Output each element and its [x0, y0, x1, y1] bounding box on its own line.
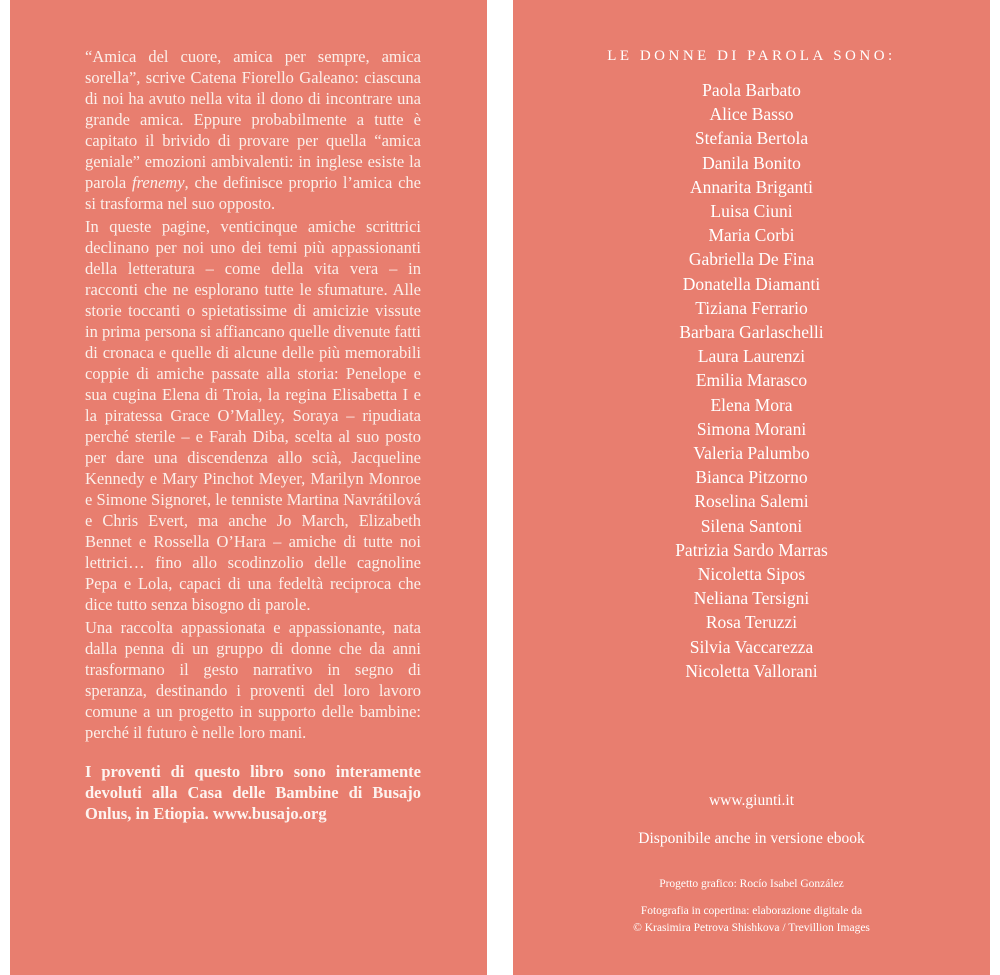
para1-text-before: “Amica del cuore, amica per sempre, amica sorella”, scrive Catena Fiorello Galeano: ciascuna di noi ha avuto nella vita il dono di incontrare una grande amica. Eppure probabilmente a tutte è capitato il brivido di provare per quella “amica geniale” emozioni ambivalenti: in inglese esiste la parola [85, 47, 421, 192]
author-name: Nicoletta Sipos [697, 564, 806, 585]
author-name: Stefania Bertola [694, 128, 809, 149]
author-name: Gabriella De Fina [688, 249, 815, 270]
author-name: Rosa Teruzzi [705, 612, 798, 633]
author-name: Danila Bonito [702, 152, 801, 173]
blurb-paragraph-2: In queste pagine, venticinque amiche scrittrici declinano per noi uno dei temi più appassionanti della letteratura – come della vita vera – in racconti che ne esplorano tutte le sfumature. Alle storie toccanti o spietatissime di amicizie vissute in prima persona si affiancano quelle divenute fatti di cronaca e quelle di alcune delle più memorabili coppie di amiche passate alla storia: Penelope e sua cugina Elena di Troia, la regina Elisabetta I e la piratessa Grace O’Malley, Soraya – ripudiata perché sterile – e Farah Diba, scelta al suo posto per dare una discendenza allo scià, Jacqueline Kennedy e Mary Pinchot Meyer, Marilyn Monroe e Simone Signoret, le tenniste Martina Navrátilová e Chris Evert, ma anche Jo March, Elizabeth Bennet e Rossella O’Hara – amiche di tutte noi lettrici… fino allo scodinzolio delle cagnoline Pepa e Lola, capaci di una fedeltà reciproca che dice tutto senza bisogno di parole. [85, 217, 421, 614]
author-name: Laura Laurenzi [697, 346, 806, 367]
blurb-paragraph-1 [85, 46, 421, 214]
author-name: Annarita Briganti [690, 176, 813, 197]
author-name: Elena Mora [710, 394, 793, 415]
publisher-website: www.giunti.it [708, 792, 795, 809]
author-name: Alice Basso [709, 104, 794, 125]
author-name: Roselina Salemi [694, 491, 809, 512]
para1-italic-word: frenemy [132, 173, 185, 192]
author-name: Silena Santoni [700, 515, 803, 536]
author-name: Neliana Tersigni [693, 588, 810, 609]
photo-credit [513, 903, 990, 937]
photo-credit-line-2: © Krasimira Petrova Shishkova / Trevillion Images [633, 922, 870, 934]
author-name: Donatella Diamanti [682, 273, 821, 294]
ebook-note: Disponibile anche in versione ebook [638, 830, 865, 847]
design-credit: Progetto grafico: Rocío Isabel González [659, 878, 844, 890]
author-name: Paola Barbato [702, 80, 801, 100]
left-flap [10, 0, 487, 975]
author-name: Luisa Ciuni [710, 201, 793, 222]
para1-text-after: , che definisce proprio l’amica che si trasforma nel suo opposto. [85, 173, 421, 213]
author-name: Maria Corbi [708, 225, 795, 246]
author-name: Bianca Pitzorno [695, 467, 808, 488]
author-name: Emilia Marasco [695, 370, 808, 391]
author-name: Tiziana Ferrario [695, 297, 808, 318]
authors-heading: LE DONNE DI PAROLA SONO: [607, 48, 896, 64]
author-name: Barbara Garlaschelli [679, 322, 824, 343]
blurb-paragraph-3: Una raccolta appassionata e appassionante, nata dalla penna di un gruppo di donne che da anni trasformano il gesto narrativo in segno di speranza, destinando i proventi del loro lavoro comune a un progetto in supporto delle bambine: perché il futuro è nelle loro mani. [85, 618, 421, 742]
author-name: Silvia Vaccarezza [689, 636, 814, 657]
author-name: Nicoletta Vallorani [685, 660, 818, 681]
author-name: Valeria Palumbo [693, 443, 810, 464]
blurb-text [85, 46, 421, 824]
authors-list [513, 78, 990, 683]
proceeds-note: I proventi di questo libro sono interamente devoluti alla Casa delle Bambine di Busajo Onlus, in Etiopia. www.busajo.org [85, 762, 421, 823]
author-name: Simona Morani [696, 418, 807, 439]
right-flap [513, 0, 990, 975]
photo-credit-line-1: Fotografia in copertina: elaborazione digitale da [640, 905, 863, 917]
author-name: Patrizia Sardo Marras [675, 539, 828, 560]
